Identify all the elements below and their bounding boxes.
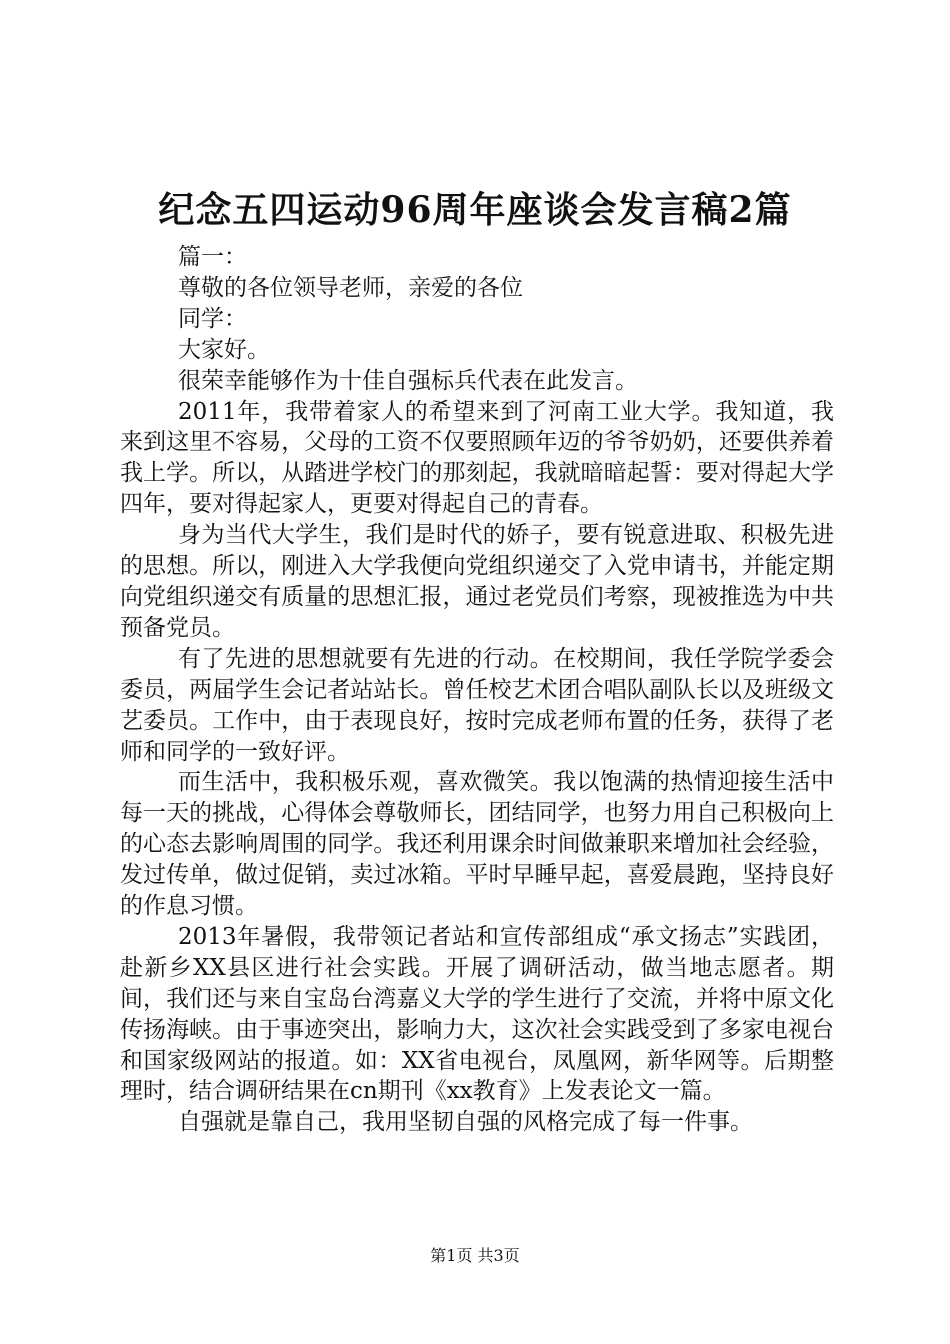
page-footer: 第1页 共3页 xyxy=(430,1246,520,1265)
paragraph: 2011年，我带着家人的希望来到了河南工业大学。我知道，我来到这里不容易，父母的工资不仅要照顾年迈的爷爷奶奶，还要供养着我上学。所以，从踏进学校门的那刻起，我就暗暗起誓：要对得起大学四年，要对得起家人，更要对得起自己的青春。 xyxy=(120,398,834,518)
paragraph: 而生活中，我积极乐观，喜欢微笑。我以饱满的热情迎接生活中每一天的挑战，心得体会尊敬师长，团结同学，也努力用自己积极向上的心态去影响周围的同学。我还利用课余时间做兼职来增加社会经验，发过传单，做过促销，卖过冰箱。平时早睡早起，喜爱晨跑，坚持良好的作息习惯。 xyxy=(120,769,834,920)
paragraph: 自强就是靠自己，我用坚韧自强的风格完成了每一件事。 xyxy=(178,1109,753,1136)
paragraph: 身为当代大学生，我们是时代的娇子，要有锐意进取、积极先进的思想。所以，刚进入大学我便向党组织递交了入党申请书，并能定期向党组织递交有质量的思想汇报，通过老党员们考察，现被推选为中共预备党员。 xyxy=(120,522,834,641)
paragraph: 2013年暑假，我带领记者站和宣传部组成“承文扬志”实践团，赴新乡XX县区进行社会实践。开展了调研活动，做当地志愿者。期间，我们还与来自宝岛台湾嘉义大学的学生进行了交流，并将中原文化传扬海峡。由于事迹突出，影响力大，这次社会实践受到了多家电视台和国家级网站的报道。如：XX省电视台，凤凰网，新华网等。后期整理时，结合调研结果在cn期刊《xx教育》上发表论文一篇。 xyxy=(120,923,834,1105)
salutation-line-2: 同学： xyxy=(178,305,247,332)
greeting-line: 大家好。 xyxy=(178,336,270,363)
section-heading: 篇一： xyxy=(178,244,247,270)
intro-line: 很荣幸能够作为十佳自强标兵代表在此发言。 xyxy=(178,367,638,394)
paragraph: 有了先进的思想就要有先进的行动。在校期间，我任学院学委会委员，两届学生会记者站站长。曾任校艺术团合唱队副队长以及班级文艺委员。工作中，由于表现良好，按时完成老师布置的任务，获得了老师和同学的一致好评。 xyxy=(120,645,834,765)
document-body xyxy=(120,242,834,1138)
document-title: 纪念五四运动96周年座谈会发言稿2篇 xyxy=(158,189,792,231)
salutation-line-1: 尊敬的各位领导老师，亲爱的各位 xyxy=(178,274,523,301)
